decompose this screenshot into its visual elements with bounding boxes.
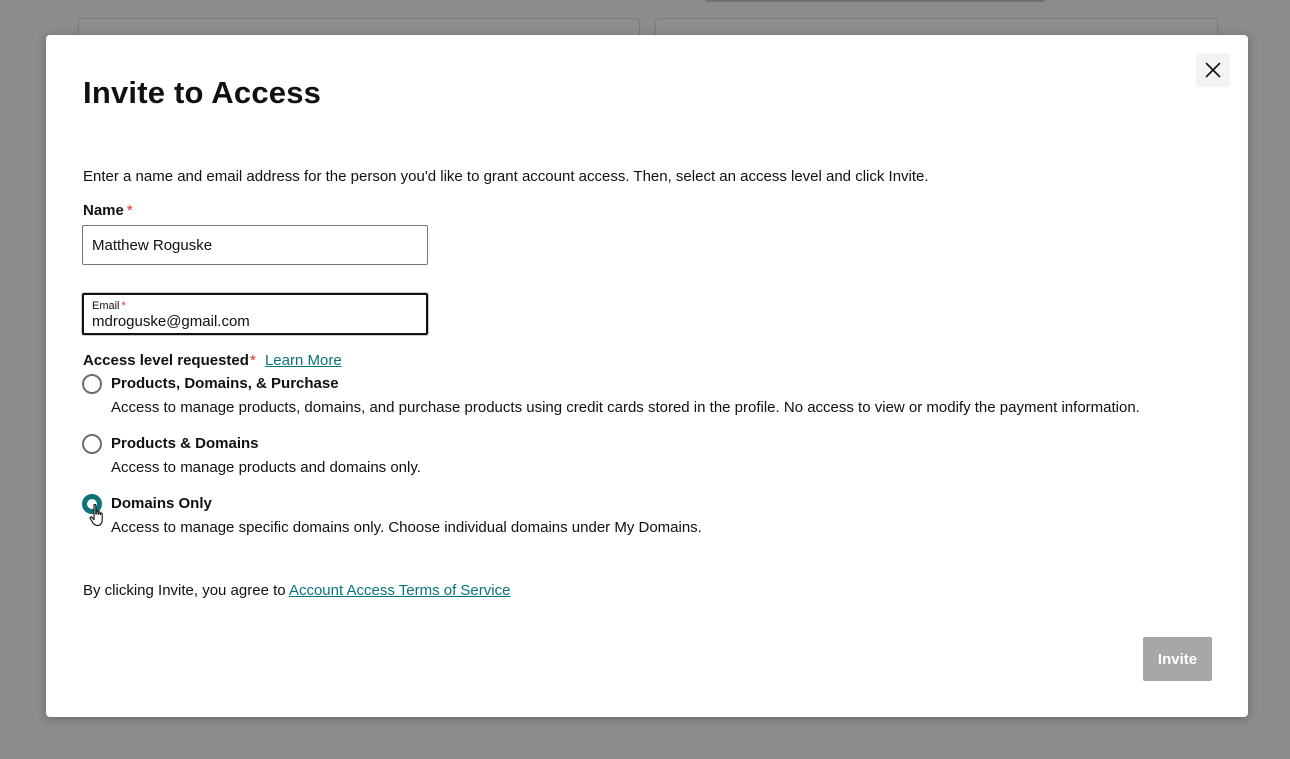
radio-products-domains-purchase[interactable] — [82, 374, 102, 394]
access-level-label — [83, 352, 342, 369]
email-required-mark: * — [121, 300, 126, 312]
name-label-text: Name — [83, 202, 124, 219]
close-button[interactable] — [1196, 53, 1230, 87]
invite-dialog — [46, 35, 1248, 717]
background-heading — [705, 0, 1045, 2]
option-description: Access to manage products and domains only. — [111, 459, 421, 476]
radio-products-domains[interactable] — [82, 434, 102, 454]
option-title: Products & Domains — [111, 435, 259, 452]
terms-agreement-text: By clicking Invite, you agree to — [83, 582, 289, 599]
email-label — [92, 300, 126, 312]
email-field[interactable] — [82, 293, 428, 335]
name-label — [83, 202, 133, 219]
radio-domains-only[interactable] — [82, 494, 102, 514]
access-required-mark: * — [249, 352, 256, 369]
close-icon — [1205, 62, 1221, 78]
option-description: Access to manage products, domains, and purchase products using credit cards stored in the profile. No access to view or modify the payment information. — [111, 399, 1140, 416]
option-title: Products, Domains, & Purchase — [111, 375, 339, 392]
option-title: Domains Only — [111, 495, 212, 512]
dialog-intro: Enter a name and email address for the person you'd like to grant account access. Then, select an access level and click Invite. — [83, 168, 929, 185]
access-level-label-text: Access level requested — [83, 352, 249, 369]
learn-more-link[interactable]: Learn More — [264, 352, 342, 369]
dialog-title: Invite to Access — [83, 75, 322, 110]
invite-button[interactable]: Invite — [1143, 637, 1212, 681]
email-value[interactable]: mdroguske@gmail.com — [92, 313, 250, 330]
terms-of-service-link[interactable]: Account Access Terms of Service — [288, 582, 511, 599]
name-input[interactable]: Matthew Roguske — [82, 225, 428, 265]
option-description: Access to manage specific domains only. Choose individual domains under My Domains. — [111, 519, 702, 536]
terms-agreement — [83, 582, 510, 599]
name-required-mark: * — [126, 202, 133, 219]
email-label-text: Email — [92, 300, 120, 312]
